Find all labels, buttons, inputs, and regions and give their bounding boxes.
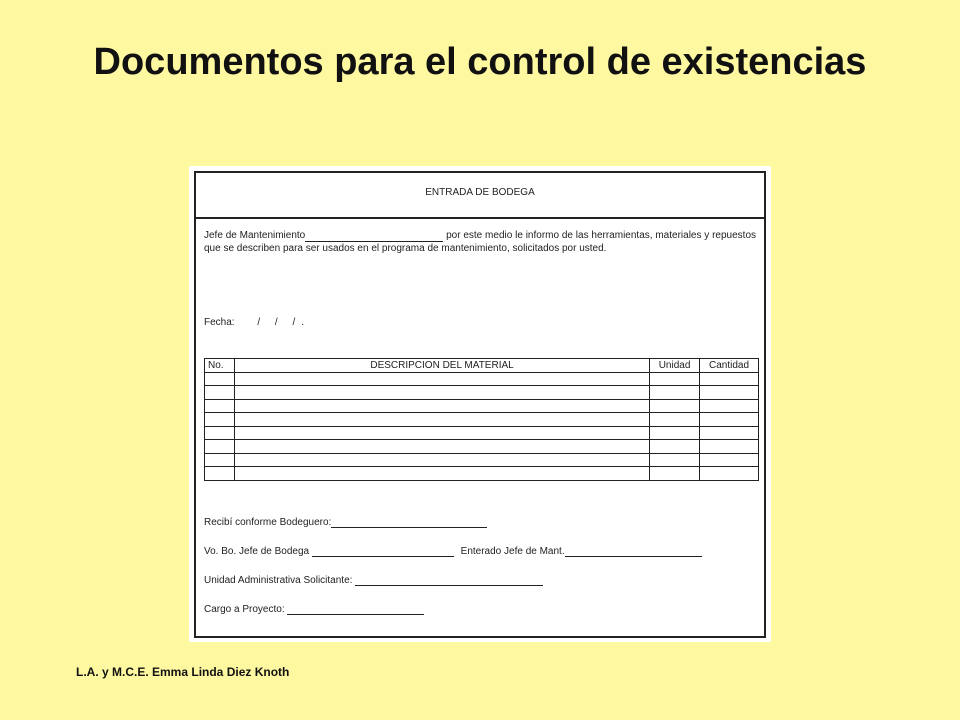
table-cell xyxy=(650,413,700,427)
table-cell xyxy=(650,440,700,454)
table-cell xyxy=(650,426,700,440)
intro-prefix: Jefe de Mantenimiento xyxy=(204,230,306,241)
table-cell xyxy=(234,440,649,454)
table-row xyxy=(205,426,759,440)
table-cell xyxy=(234,467,649,481)
slide-title: Documentos para el control de existencias xyxy=(93,41,867,83)
table-cell xyxy=(700,386,759,400)
table-cell xyxy=(650,467,700,481)
table-cell xyxy=(234,399,649,413)
table-cell xyxy=(205,426,235,440)
table-cell xyxy=(650,453,700,467)
table-cell xyxy=(234,453,649,467)
table-row xyxy=(205,399,759,413)
form-header: ENTRADA DE BODEGA xyxy=(196,173,764,219)
col-descripcion-header: DESCRIPCION DEL MATERIAL xyxy=(234,359,649,373)
table-cell xyxy=(650,386,700,400)
table-cell xyxy=(205,386,235,400)
form-intro xyxy=(204,229,756,255)
table-cell xyxy=(650,399,700,413)
jefe-mant-blank xyxy=(305,231,443,242)
recibi-label: Recibí conforme Bodeguero: xyxy=(204,517,332,528)
table-cell xyxy=(205,467,235,481)
items-table xyxy=(204,358,759,481)
recibi-blank xyxy=(331,517,487,528)
form-frame xyxy=(194,171,766,638)
table-cell xyxy=(234,386,649,400)
unidad-line xyxy=(204,575,543,586)
table-cell xyxy=(700,440,759,454)
table-cell xyxy=(205,440,235,454)
cargo-line xyxy=(204,604,424,615)
table-row xyxy=(205,453,759,467)
table-cell xyxy=(205,453,235,467)
form-image xyxy=(189,166,771,642)
enterado-blank xyxy=(565,546,702,557)
table-row xyxy=(205,372,759,386)
table-cell xyxy=(205,372,235,386)
unidad-label: Unidad Administrativa Solicitante: xyxy=(204,575,353,586)
table-cell xyxy=(700,413,759,427)
intro-text: por este medio le informo de las herramientas, materiales y repuestos que se describen para ser usados en el programa de mantenimiento, solicitados por usted. xyxy=(204,230,757,254)
vobo-line xyxy=(204,546,702,557)
table-cell xyxy=(205,413,235,427)
fecha-line xyxy=(204,317,310,328)
slide-footer: L.A. y M.C.E. Emma Linda Diez Knoth xyxy=(76,665,290,679)
table-row xyxy=(205,386,759,400)
fecha-value: / / /. xyxy=(257,317,311,328)
col-cantidad-header: Cantidad xyxy=(700,359,759,373)
table-cell xyxy=(234,372,649,386)
table-cell xyxy=(700,372,759,386)
table-cell xyxy=(650,372,700,386)
items-body xyxy=(205,372,759,480)
table-row xyxy=(205,413,759,427)
enterado-label: Enterado Jefe de Mant. xyxy=(460,546,565,557)
table-row xyxy=(205,467,759,481)
vobo-label: Vo. Bo. Jefe de Bodega xyxy=(204,546,310,557)
table-cell xyxy=(700,399,759,413)
fecha-label: Fecha: xyxy=(204,317,235,328)
table-cell xyxy=(234,413,649,427)
unidad-blank xyxy=(355,575,543,586)
table-cell xyxy=(234,426,649,440)
table-cell xyxy=(700,453,759,467)
cargo-blank xyxy=(287,604,424,615)
col-unidad-header: Unidad xyxy=(650,359,700,373)
recibi-line xyxy=(204,517,487,528)
cargo-label: Cargo a Proyecto: xyxy=(204,604,285,615)
table-header-row xyxy=(205,359,759,373)
table-cell xyxy=(700,426,759,440)
table-cell xyxy=(700,467,759,481)
table-row xyxy=(205,440,759,454)
vobo-blank xyxy=(312,546,454,557)
table-cell xyxy=(205,399,235,413)
col-no-header: No. xyxy=(205,359,235,373)
